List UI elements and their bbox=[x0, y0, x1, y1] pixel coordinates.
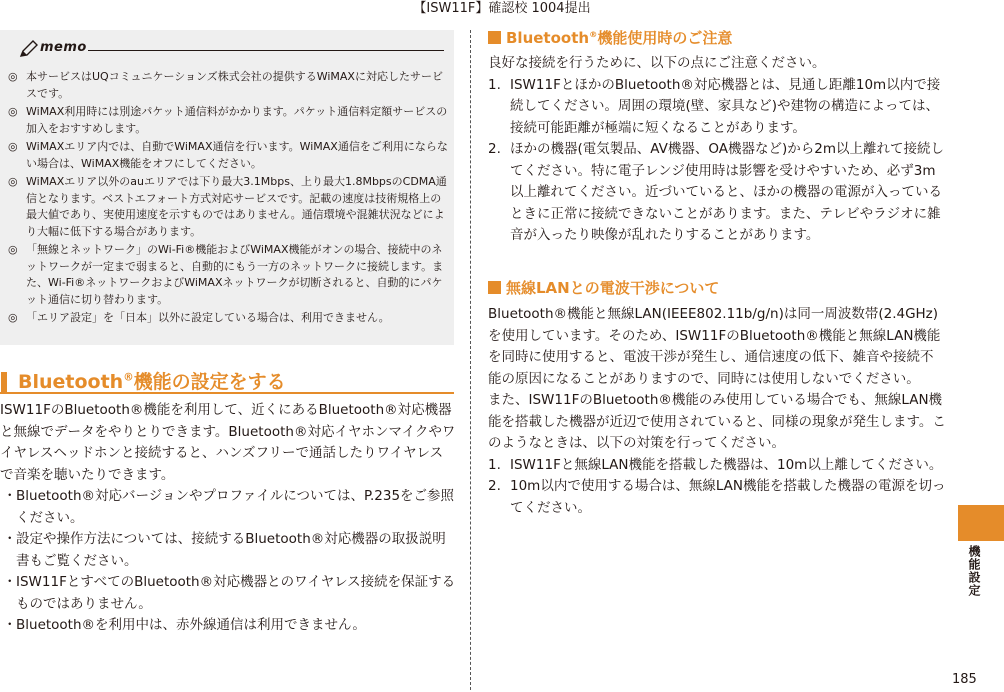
memo-item-text: WiMAXエリア内では、自動でWiMAX通信を行います。WiMAX通信をご利用にならない場合は、WiMAX機能をオフにしてください。 bbox=[26, 140, 448, 170]
square-bullet-icon bbox=[488, 31, 501, 44]
bullet-list bbox=[0, 486, 456, 637]
section-title bbox=[0, 370, 454, 394]
memo-item-text: 「エリア設定」を「日本」以外に設定している場合は、利用できません。 bbox=[26, 311, 390, 324]
countermeasure-list bbox=[488, 455, 946, 520]
memo-rule bbox=[88, 50, 444, 51]
memo-item-text: 本サービスはUQコミュニケーションズ株式会社の提供するWiMAXに対応したサービスです。 bbox=[26, 70, 443, 100]
caution-item: 1. ISW11FとほかのBluetooth®対応機器とは、見通し距離10m以内で接続してください。周囲の環境(壁、家具など)や建物の構造によっては、接続可能距離が極端に短くなることがあります。 bbox=[488, 76, 941, 136]
left-body bbox=[0, 400, 456, 637]
caution-list bbox=[488, 75, 946, 247]
column-divider bbox=[470, 30, 471, 690]
memo-item bbox=[8, 139, 448, 172]
page-number: 185 bbox=[952, 672, 977, 687]
caution-block bbox=[488, 53, 946, 247]
chapter-tab-marker bbox=[958, 505, 1004, 541]
bullet-item: ・ 設定や操作方法については、接続するBluetooth®対応機器の取扱説明書もご覧ください。 bbox=[3, 531, 446, 569]
memo-item bbox=[8, 174, 448, 240]
bullet-item: ・ Bluetooth®対応バージョンやプロファイルについては、P.235をご参照ください。 bbox=[3, 488, 455, 526]
memo-marker: ◎ bbox=[8, 70, 18, 83]
section-title-text: Bluetooth®機能の設定をする bbox=[18, 371, 286, 393]
memo-item bbox=[8, 242, 448, 308]
bullet-item: ・ ISW11FとすべてのBluetooth®対応機器とのワイヤレス接続を保証するものではありません。 bbox=[3, 574, 456, 612]
memo-header bbox=[18, 40, 444, 58]
subheading-wlan-interference: 無線LANとの電波干渉について bbox=[488, 278, 719, 298]
interference-paragraph: Bluetooth®機能と無線LAN(IEEE802.11b/g/n)は同一周波数帯(2.4GHz)を使用しています。そのため、ISW11FのBluetooth®機能と無線LAN機能を同時に使用すると、電波干渉が発生し、通信速度の低下、雑音や接続不能の原因になることがありますので、同時には使用しないでください。 bbox=[488, 306, 941, 387]
memo-marker: ◎ bbox=[8, 140, 18, 153]
caution-intro: 良好な接続を行うために、以下の点にご注意ください。 bbox=[488, 55, 826, 71]
memo-item bbox=[8, 310, 448, 327]
page-header: 【ISW11F】確認校 1004提出 bbox=[413, 1, 591, 16]
memo-marker: ◎ bbox=[8, 243, 18, 256]
bullet-item: ・ Bluetooth®を利用中は、赤外線通信は利用できません。 bbox=[3, 617, 366, 633]
countermeasure-item: 2. 10m以内で使用する場合は、無線LAN機能を搭載した機器の電源を切ってください。 bbox=[488, 478, 946, 516]
memo-item-text: WiMAXエリア以外のauエリアでは下り最大3.1Mbps、上り最大1.8MbpsのCDMA通信となります。ベストエフォート方式対応サービスです。記載の速度は技術規格上の最大値であり、実使用速度を示すものではありません。通信環境や混雑状況などにより大幅に低下する場合があります。 bbox=[26, 175, 447, 238]
pencil-icon bbox=[18, 40, 40, 58]
caution-item: 2. ほかの機器(電気製品、AV機器、OA機器など)から2m以上離れて接続してください。特に電子レンジ使用時は影響を受けやすいため、必ず3m以上離れてください。近づいていると、ほかの機器の電源が入っているときに正常に接続できないことがあります。また、テレビやラジオに雑音が入ったり映像が乱れたりすることがあります。 bbox=[488, 141, 945, 243]
memo-marker: ◎ bbox=[8, 311, 18, 324]
memo-item bbox=[8, 104, 448, 137]
chapter-side-tab bbox=[958, 505, 1004, 605]
intro-paragraph: ISW11FのBluetooth®機能を利用して、近くにあるBluetooth®対応機器と無線でデータをやりとりできます。Bluetooth®対応イヤホンマイクやワイヤレスヘッドホンと接続すると、ハンズフリーで通話したりワイヤレスで音楽を聴いたりできます。 bbox=[0, 402, 456, 483]
memo-item-text: 「無線とネットワーク」のWi-Fi®機能およびWiMAX機能がオンの場合、接続中のネットワークが一定まで弱まると、自動的にもう一方のネットワークに接続します。また、Wi-Fi®ネットワークおよびWiMAXネットワークが切断されると、自動的にパケット通信に切り替わります。 bbox=[26, 243, 444, 306]
interference-block bbox=[488, 304, 946, 519]
interference-paragraph: また、ISW11FのBluetooth®機能のみ使用している場合でも、無線LAN機能を搭載した機器が近辺で使用されていると、同様の現象が発生します。このようなときは、以下の対策を行ってください。 bbox=[488, 392, 946, 451]
subheading-bluetooth-caution: Bluetooth®機能使用時のご注意 bbox=[488, 28, 732, 48]
memo-marker: ◎ bbox=[8, 175, 18, 188]
memo-marker: ◎ bbox=[8, 105, 18, 118]
section-title-bar bbox=[1, 372, 7, 394]
chapter-tab-label: 機能設定 bbox=[967, 545, 981, 597]
memo-list bbox=[8, 69, 448, 329]
memo-label: memo bbox=[40, 40, 87, 55]
square-bullet-icon bbox=[488, 281, 501, 294]
memo-item bbox=[8, 69, 448, 102]
memo-item-text: WiMAX利用時には別途パケット通信料がかかります。パケット通信料定額サービスの加入をおすすめします。 bbox=[26, 105, 448, 135]
countermeasure-item: 1. ISW11Fと無線LAN機能を搭載した機器は、10m以上離してください。 bbox=[488, 456, 943, 473]
memo-box bbox=[0, 30, 454, 345]
